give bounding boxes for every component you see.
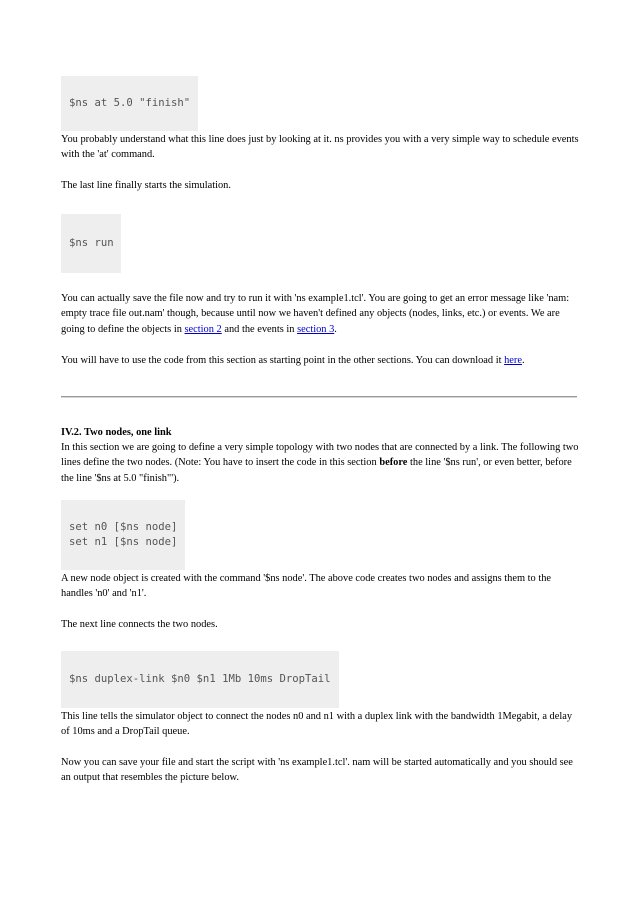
text: You will have to use the code from this section as starting point in the other sections. You can download it xyxy=(61,355,505,366)
code-line: set n0 [$ns node] xyxy=(69,521,178,533)
paragraph-at-command: You probably understand what this line does just by looking at it. ns provides you with a very simple way to schedule events with the 'at' command. xyxy=(61,134,579,161)
code-line: $ns run xyxy=(69,237,114,249)
code-line: $ns duplex-link $n0 $n1 1Mb 10ms DropTail xyxy=(69,673,331,685)
paragraph-download xyxy=(61,353,581,368)
text: . xyxy=(521,355,525,366)
bold-text: before xyxy=(379,457,408,469)
text: and the events in xyxy=(221,323,298,335)
section-2-link[interactable]: section 2 xyxy=(184,323,222,335)
download-here-link[interactable]: here xyxy=(504,355,522,366)
code-block-nodes xyxy=(61,500,185,570)
code-line: set n1 [$ns node] xyxy=(69,536,178,548)
paragraph-topology xyxy=(61,440,581,486)
paragraph-node-object: A new node object is created with the command '$ns node'. The above code creates two nodes and assigns them to the handles 'n0' and 'n1'. xyxy=(61,573,552,600)
section-heading: IV.2. Two nodes, one link xyxy=(61,427,172,438)
text: . xyxy=(334,323,337,335)
paragraph-last-line: The last line finally starts the simulation. xyxy=(61,180,231,191)
paragraph-save-file xyxy=(61,291,581,337)
paragraph-next-line: The next line connects the two nodes. xyxy=(61,619,218,630)
paragraph-duplex-explanation: This line tells the simulator object to connect the nodes n0 and n1 with a duplex link with the bandwidth 1Megabit, a delay of 10ms and a DropTail queue. xyxy=(61,711,573,738)
text: You can actually save the file now and try to run it with 'ns example1.tcl'. You are going to get an error message like 'nam: empty trace file out.nam' though, because until now we haven't defined any objects (nodes, links, etc.) or events. We are going to define the objects in xyxy=(61,293,570,335)
code-block-run xyxy=(61,214,121,273)
code-line: $ns at 5.0 "finish" xyxy=(69,97,191,109)
code-block-duplex-link xyxy=(61,651,339,708)
paragraph-start-script: Now you can save your file and start the script with 'ns example1.tcl'. nam will be started automatically and you should see an output that resembles the picture below. xyxy=(61,757,573,784)
text: In this section we are going to define a very simple topology with two nodes that are connected by a link. The following two lines define the two nodes. (Note: You have to insert the code in this section xyxy=(61,442,579,469)
code-block-finish xyxy=(61,76,198,131)
text: the line '$ns run', or even better, before the line '$ns at 5.0 "finish"'). xyxy=(61,457,572,484)
horizontal-divider xyxy=(61,396,577,398)
section-3-link[interactable]: section 3 xyxy=(297,323,335,335)
